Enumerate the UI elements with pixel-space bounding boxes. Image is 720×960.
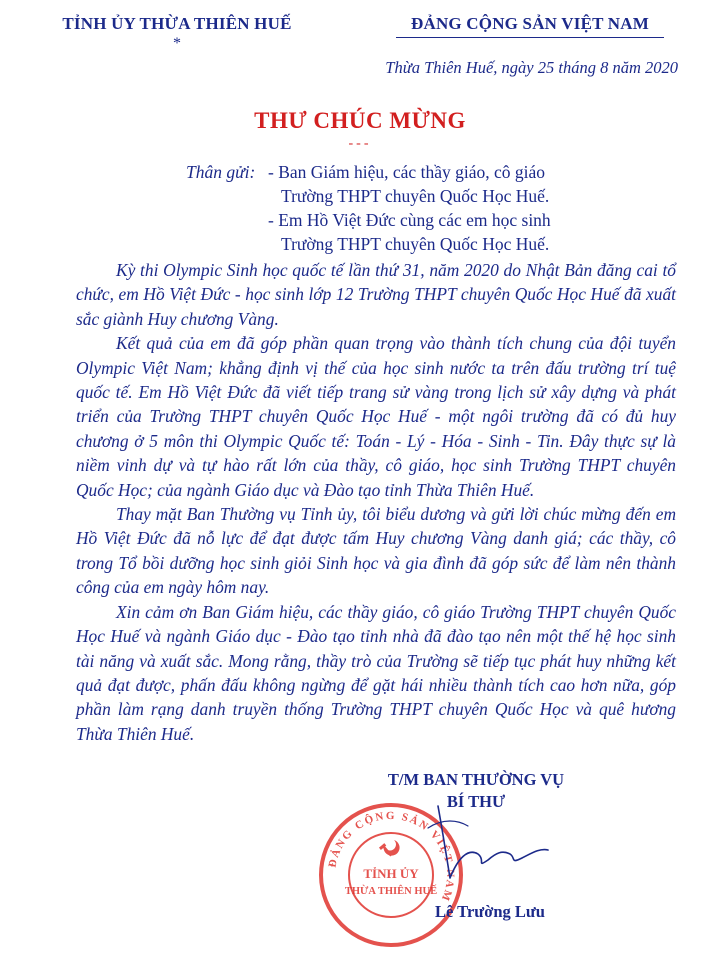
recipient-line: Trường THPT chuyên Quốc Học Huế. [281, 234, 550, 254]
recipient-line: Trường THPT chuyên Quốc Học Huế. [281, 186, 550, 206]
party-header [380, 14, 680, 38]
signer-name: Lê Trường Lưu [435, 902, 545, 921]
recipient-line: - Em Hồ Việt Đức cùng các em học sinh [268, 210, 551, 230]
recipient-line: - Ban Giám hiệu, các thầy giáo, cô giáo [268, 162, 545, 182]
issuing-organization [52, 14, 302, 50]
recipients-block [186, 160, 551, 256]
body-paragraph: Thay mặt Ban Thường vụ Tỉnh ủy, tôi biểu dương và gửi lời chúc mừng đến em Hồ Việt Đức đã nỗ lực để đạt được tấm Huy chương Vàng danh giá; các thầy, cô trong Tổ bồi dưỡng học sinh giỏi Sinh học và gia đình đã góp sức để làm nên thành công của em ngày hôm nay. [76, 504, 676, 598]
body-paragraph: Xin cảm ơn Ban Giám hiệu, các thầy giáo, cô giáo Trường THPT chuyên Quốc Học Huế và ngành Giáo dục - Đào tạo tỉnh nhà đã đào tạo nên một thế hệ học sinh tài năng và xuất sắc. Mong rằng, thầy trò của Trường sẽ tiếp tục phát huy những kết quả đạt được, phấn đấu không ngừng để gặt hái nhiều thành tích cao hơn nữa, góp phần làm rạng danh truyền thống Trường THPT chuyên Quốc Học và quê hương Thừa Thiên Huế. [76, 601, 676, 744]
star-mark: * [173, 35, 181, 52]
document-title: THƯ CHÚC MỪNG [254, 108, 466, 133]
recipients-label: Thân gửi: [186, 162, 256, 182]
issuing-organization-name: TỈNH ỦY THỪA THIÊN HUẾ [62, 14, 292, 33]
title-separator: --- [348, 136, 372, 151]
signature-position: BÍ THƯ [446, 792, 506, 811]
svg-text:TỈNH ỦY: TỈNH ỦY [363, 866, 419, 881]
letter-body [76, 258, 676, 746]
body-paragraph: Kỳ thi Olympic Sinh học quốc tế lần thứ 31, năm 2020 do Nhật Bản đăng cai tổ chức, em Hồ Việt Đức - học sinh lớp 12 Trường THPT chuyên Quốc Học Huế đã xuất sắc giành Huy chương Vàng. [76, 260, 676, 329]
handwritten-signature [398, 798, 558, 908]
party-name: ĐẢNG CỘNG SẢN VIỆT NAM [410, 14, 650, 33]
party-name-underline [396, 37, 664, 38]
svg-text:THỪA THIÊN HUẾ: THỪA THIÊN HUẾ [344, 886, 438, 897]
body-paragraph: Kết quả của em đã góp phần quan trọng vào thành tích chung của đội tuyển Olympic Việt Nam; khẳng định vị thế của học sinh nước ta trên đấu trường trí tuệ quốc tế. Em Hồ Việt Đức đã viết tiếp trang sử vàng trong lịch sử xây dựng và phát triển của Trường THPT chuyên Quốc Học Huế - một ngôi trường đã có đủ huy chương ở 5 môn thi Olympic Quốc tế: Toán - Lý - Hóa - Sinh - Tin. Đây thực sự là niềm vinh dự và tự hào rất lớn của thầy, cô giáo, học sinh Trường THPT chuyên Quốc Học; của ngành Giáo dục và Đào tạo tỉnh Thừa Thiên Huế. [76, 333, 676, 500]
place-and-date: Thừa Thiên Huế, ngày 25 tháng 8 năm 2020 [385, 58, 678, 77]
svg-text:ĐẢNG CỘNG SẢN VIỆT NAM: ĐẢNG CỘNG SẢN VIỆT NAM [326, 809, 457, 905]
signature-title: T/M BAN THƯỜNG VỤ [387, 770, 565, 789]
